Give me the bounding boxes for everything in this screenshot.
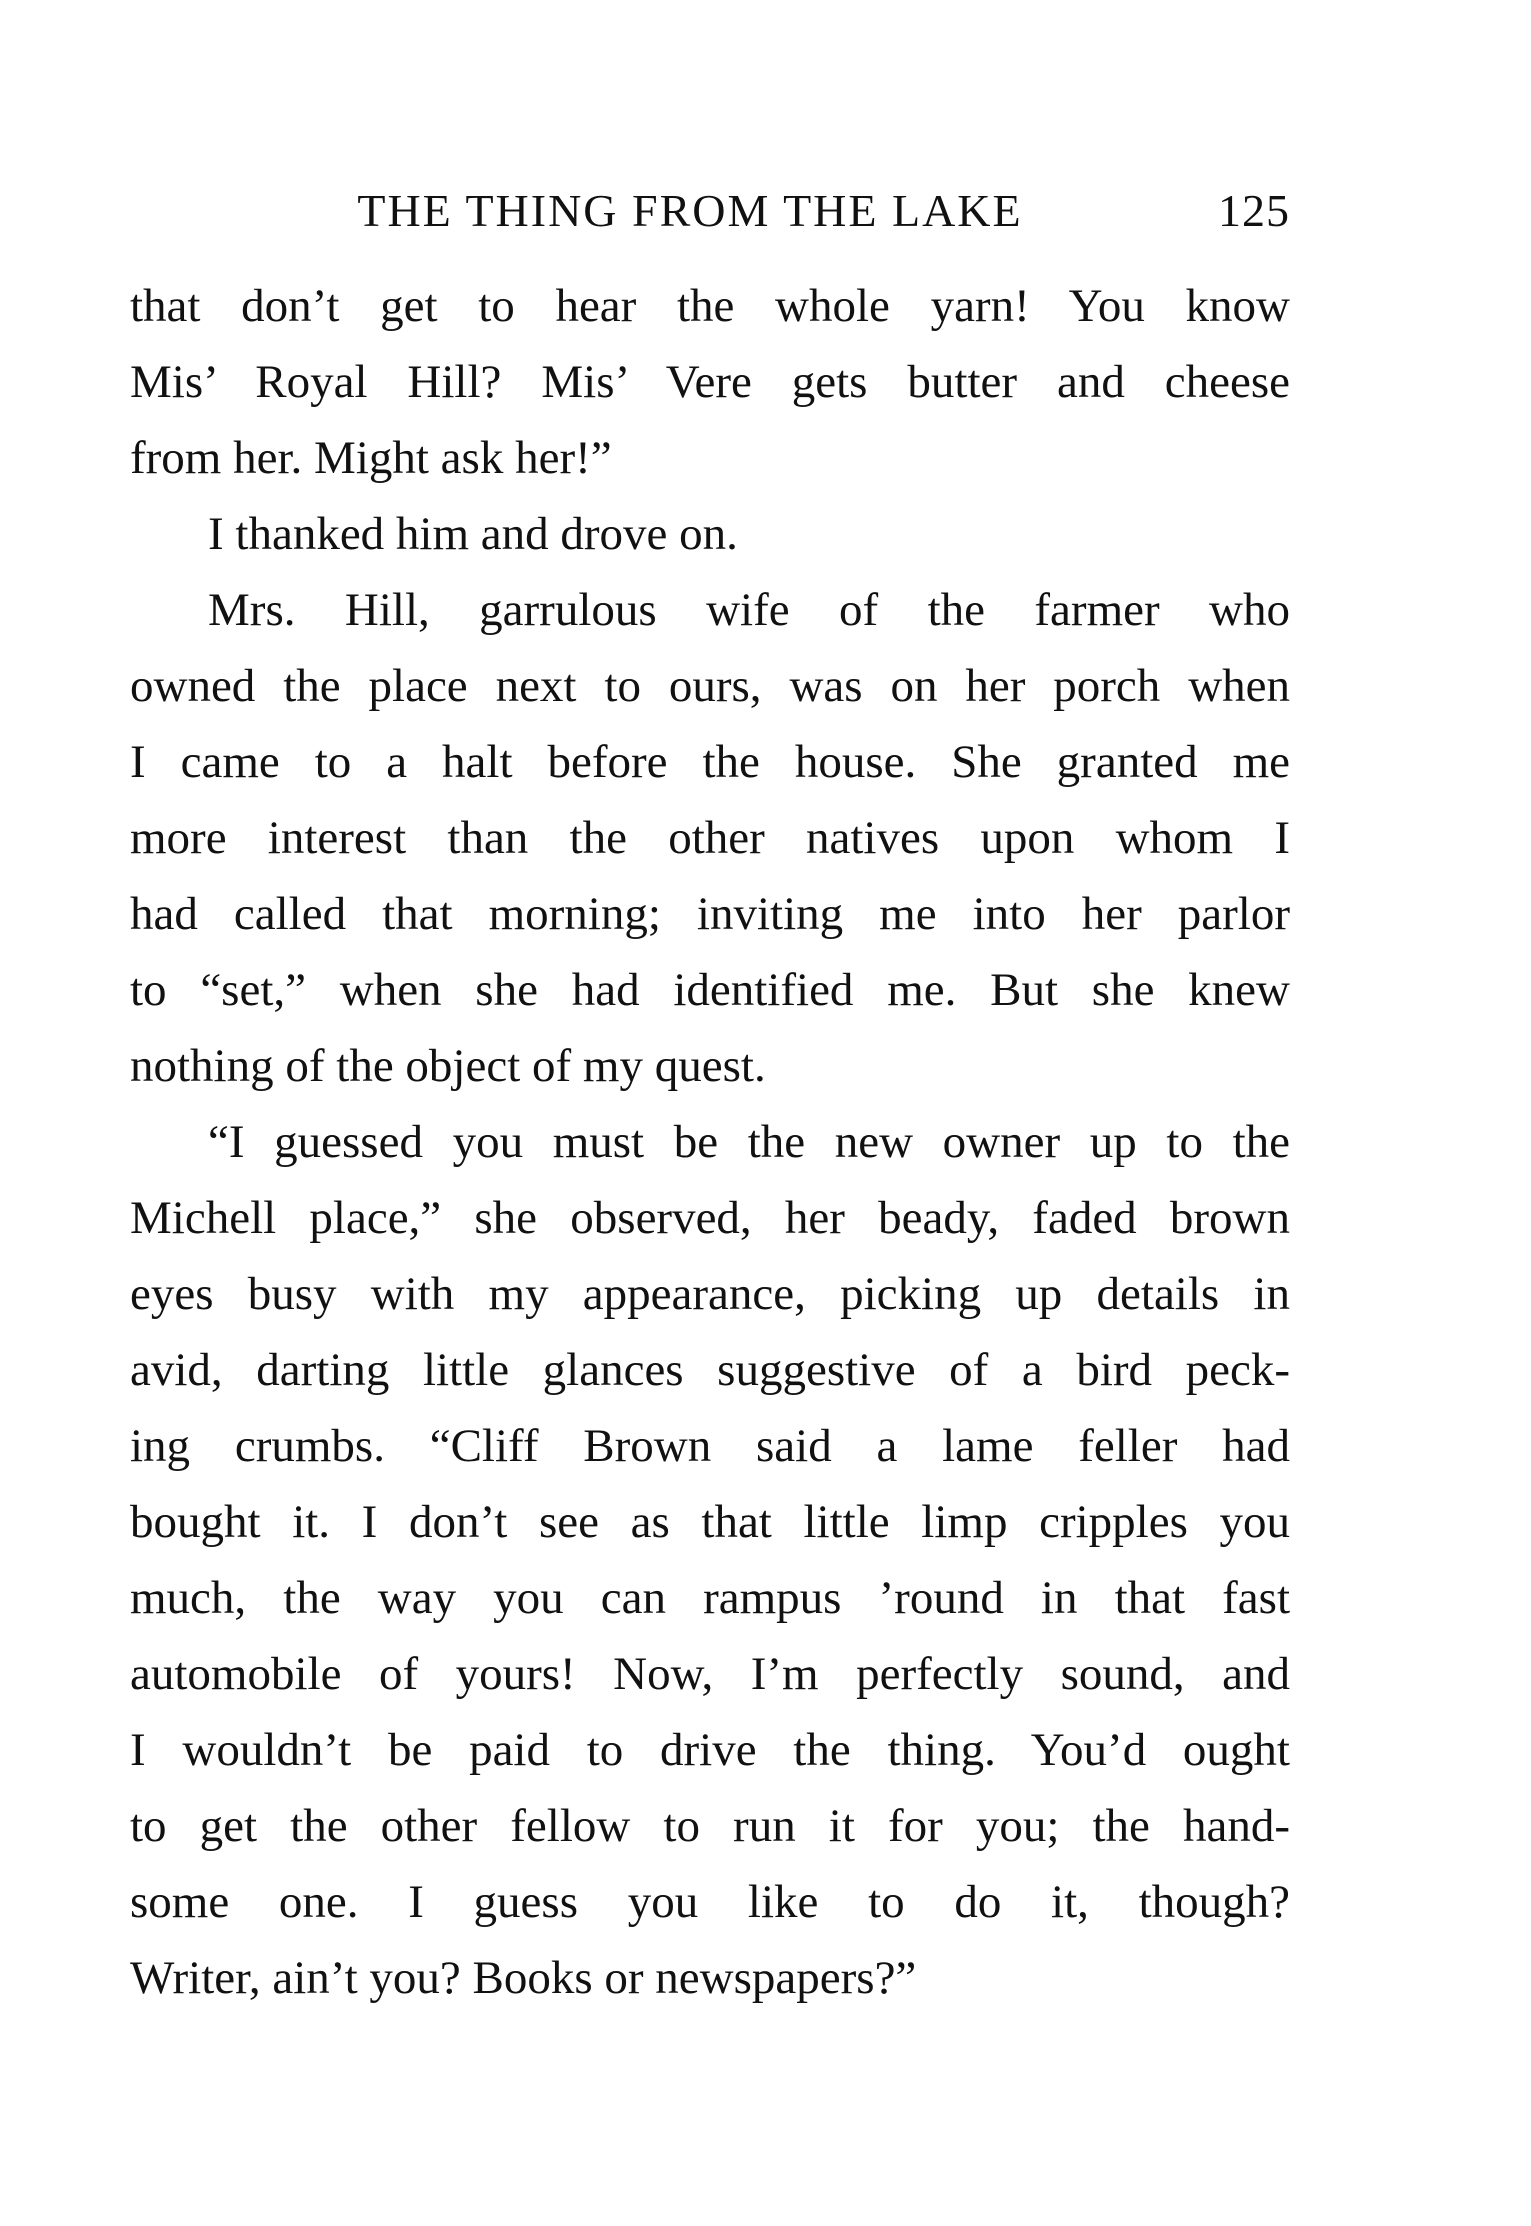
text-line: that don’t get to hear the whole yarn! You know	[130, 280, 1290, 332]
text-line: to get the other fellow to run it for you; the hand-	[130, 1800, 1290, 1852]
text-line: to “set,” when she had identified me. But she knew	[130, 964, 1290, 1016]
text-line: “I guessed you must be the new owner up to the	[208, 1116, 1290, 1168]
text-line: bought it. I don’t see as that little limp cripples you	[130, 1496, 1290, 1548]
text-line: from her. Might ask her!”	[130, 432, 612, 484]
text-line: some one. I guess you like to do it, though?	[130, 1876, 1290, 1928]
text-line: I came to a halt before the house. She granted me	[130, 736, 1290, 788]
text-line: Mrs. Hill, garrulous wife of the farmer who	[208, 584, 1290, 636]
text-line: eyes busy with my appearance, picking up details in	[130, 1268, 1290, 1320]
body-text	[130, 268, 1290, 2016]
text-line: nothing of the object of my quest.	[130, 1040, 766, 1092]
text-line: Michell place,” she observed, her beady, faded brown	[130, 1192, 1290, 1244]
running-head	[130, 175, 1290, 245]
text-line: I wouldn’t be paid to drive the thing. You’d ought	[130, 1724, 1290, 1776]
text-line: more interest than the other natives upon whom I	[130, 812, 1290, 864]
text-line: Mis’ Royal Hill? Mis’ Vere gets butter and cheese	[130, 356, 1290, 408]
text-line: I thanked him and drove on.	[208, 508, 738, 560]
text-line: much, the way you can rampus ’round in that fast	[130, 1572, 1290, 1624]
text-line: avid, darting little glances suggestive of a bird peck-	[130, 1344, 1290, 1396]
chapter-title: THE THING FROM THE LAKE	[357, 184, 1023, 236]
text-line: Writer, ain’t you? Books or newspapers?”	[130, 1952, 917, 2004]
page-number: 125	[1218, 184, 1290, 236]
text-line: ing crumbs. “Cliff Brown said a lame feller had	[130, 1420, 1290, 1472]
text-line: automobile of yours! Now, I’m perfectly sound, and	[130, 1648, 1290, 1700]
text-line: had called that morning; inviting me into her parlor	[130, 888, 1290, 940]
text-line: owned the place next to ours, was on her porch when	[130, 660, 1290, 712]
